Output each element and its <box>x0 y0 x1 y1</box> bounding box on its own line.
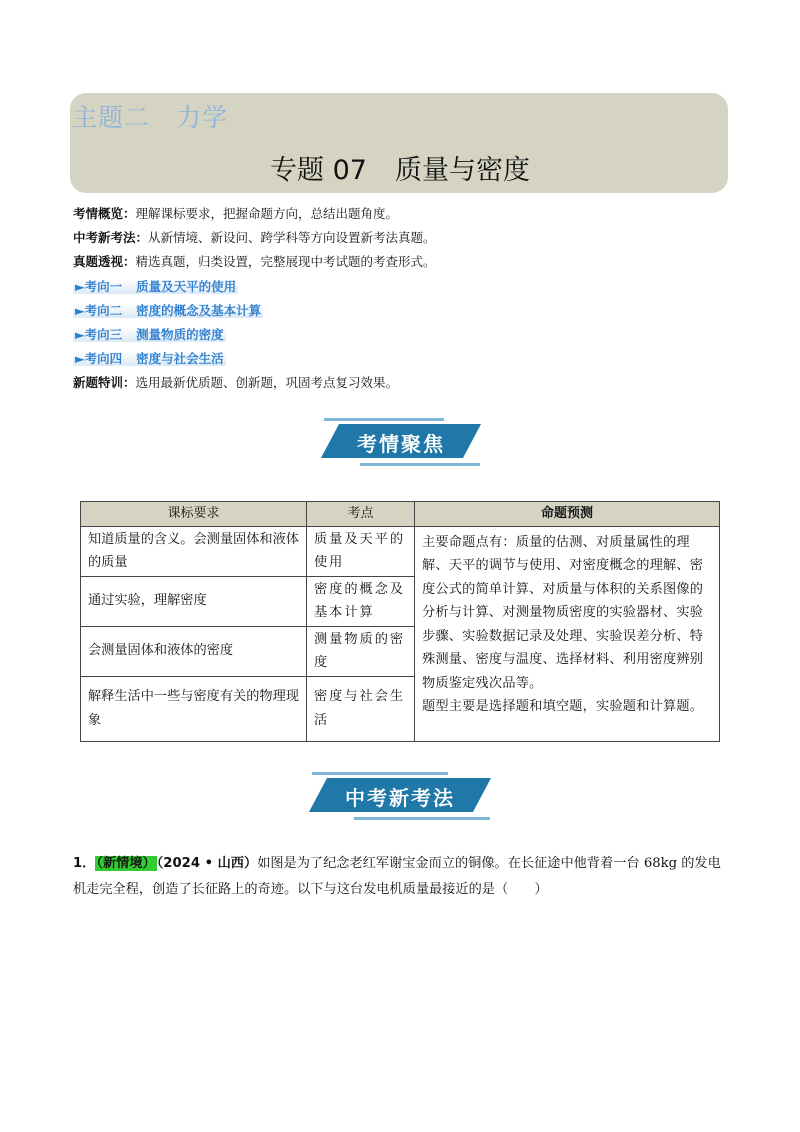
question-text: 如图是为了纪念老红军谢宝金而立的铜像。在长征途中他背着一台 68kg 的发电机走完全程，创造了长征路上的奇迹。以下与这台发电机质量最接近的是（ ） <box>73 856 721 897</box>
direction-link-3[interactable]: ►考向三 测量物质的密度 <box>75 327 224 343</box>
banner-subject <box>72 98 254 134</box>
question-tag: （新情境） <box>96 856 156 871</box>
prediction-cell: 主要命题点有：质量的估测、对质量属性的理解、天平的调节与使用、对密度概念的理解、密度公式的简单计算、对质量与体积的关系图像的分析与计算、对测量物质密度的实验器材、实验步骤、实验数据记录及处理、实验误差分析、特殊测量、密度与温度、选择材料、利用密度辨别物质鉴定残次品等。 题型主要是选择题和填空题，实验题和计算题。 <box>415 526 720 741</box>
page-title <box>0 148 800 187</box>
question-1 <box>73 851 733 903</box>
point-cell: 测量物质的密度 <box>307 626 415 676</box>
intro-block <box>73 202 733 396</box>
point-cell: 质量及天平的使用 <box>307 526 415 576</box>
direction-link-4[interactable]: ►考向四 密度与社会生活 <box>75 351 224 367</box>
intro-new-method: 中考新考法：从新情境、新设问、跨学科等方向设置新考法真题。 <box>73 230 436 246</box>
question-number: 1． <box>73 856 96 871</box>
requirement-cell: 知道质量的含义。会测量固体和液体的质量 <box>81 526 307 576</box>
subject-name: 力学 <box>176 103 229 132</box>
direction-link-1[interactable]: ►考向一 质量及天平的使用 <box>75 278 237 294</box>
intro-real: 真题透视：精选真题，归类设置，完整展现中考试题的考查形式。 <box>73 254 436 270</box>
requirement-cell: 会测量固体和液体的密度 <box>81 626 307 676</box>
point-cell: 密度与社会生活 <box>307 676 415 741</box>
point-cell: 密度的概念及基本计算 <box>307 576 415 626</box>
intro-training: 新题特训：选用最新优质题、创新题，巩固考点复习效果。 <box>73 375 399 391</box>
title-name: 质量与密度 <box>394 155 530 186</box>
intro-overview: 考情概览：理解课标要求，把握命题方向，总结出题角度。 <box>73 206 399 221</box>
requirements-table <box>80 501 720 742</box>
table-header-row <box>81 502 720 527</box>
subject-label: 主题二 <box>72 103 151 132</box>
section-header-focus: 考情聚焦 <box>330 418 472 466</box>
requirement-cell: 通过实验，理解密度 <box>81 576 307 626</box>
question-source: （2024 • 山西） <box>156 856 258 871</box>
table-row <box>81 526 720 576</box>
header-prediction: 命题预测 <box>415 502 720 527</box>
requirement-cell: 解释生活中一些与密度有关的物理现象 <box>81 676 307 741</box>
header-requirement: 课标要求 <box>81 502 307 527</box>
direction-link-2[interactable]: ►考向二 密度的概念及基本计算 <box>75 302 262 318</box>
header-point: 考点 <box>307 502 415 527</box>
section-header-new-method: 中考新考法 <box>318 772 482 820</box>
title-number: 专题 07 <box>270 155 367 186</box>
